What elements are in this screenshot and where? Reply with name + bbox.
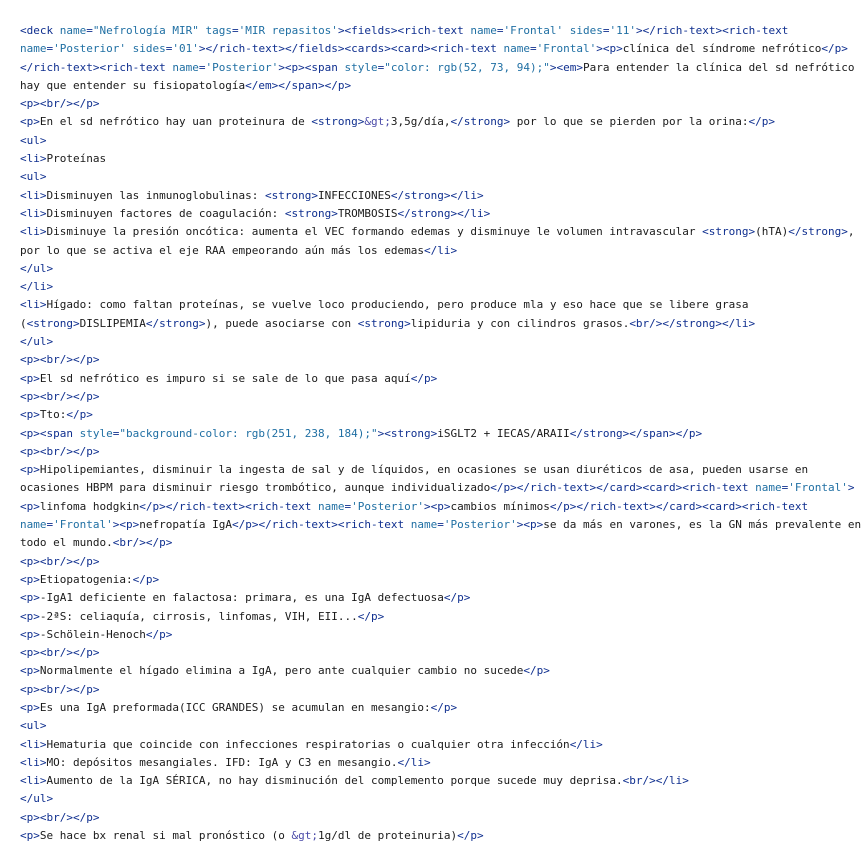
string-token: "background-color: rgb(251, 238, 184);" <box>119 426 378 440</box>
attribute-token: style <box>79 426 113 440</box>
markup-token: ><fields><rich-text <box>337 24 471 37</box>
attribute-token: name <box>172 60 199 74</box>
markup-token: <p> <box>20 700 40 714</box>
text-token: MO: depósitos mesangiales. IFD: IgA y C3 en mesangio. <box>46 755 398 769</box>
markup-token: = <box>231 24 239 37</box>
markup-token: ><em> <box>549 60 583 74</box>
code-line <box>20 315 848 333</box>
markup-token: <p><span <box>20 426 80 440</box>
markup-token: <p><br/></p> <box>20 97 100 111</box>
code-line <box>20 333 848 351</box>
code-line <box>20 278 848 296</box>
code-line <box>20 260 848 278</box>
code-line <box>20 95 848 113</box>
entity-token: &gt; <box>364 115 391 129</box>
markup-token: <li> <box>20 755 47 769</box>
string-token: 'Posterior' <box>443 518 517 532</box>
text-token: Tto: <box>39 408 67 422</box>
text-token: , <box>847 225 855 239</box>
markup-token: </p> <box>410 371 438 385</box>
markup-token: = <box>344 499 352 513</box>
markup-token: = <box>198 60 206 74</box>
string-token: 'Frontal' <box>503 24 564 37</box>
code-line <box>20 150 848 168</box>
code-line <box>20 608 848 626</box>
markup-token: <p> <box>20 572 40 586</box>
markup-token: </p></rich-text></card><card><rich-text <box>549 499 809 513</box>
markup-token: > <box>847 481 855 495</box>
text-token: (hTA) <box>755 225 789 239</box>
markup-token: </p></rich-text><rich-text <box>231 518 411 532</box>
string-token: '01' <box>172 42 199 56</box>
text-token: cambios mínimos <box>450 499 550 513</box>
string-token: 'Posterior' <box>53 42 126 56</box>
code-line <box>20 242 848 260</box>
markup-token: <br/></li> <box>622 774 689 788</box>
markup-token: </p> <box>523 664 550 678</box>
text-token: se da más en varones, es la GN más prevalente en <box>543 518 861 532</box>
string-token: 'MIR repasitos' <box>238 24 338 37</box>
text-token: Hematuria que coincide con infecciones respiratorias o cualquier otra infección <box>46 737 570 751</box>
text-token: El sd nefrótico es impuro si se sale de lo que pasa aquí <box>39 371 411 385</box>
markup-token: = <box>86 24 93 37</box>
markup-token: ><p> <box>424 499 451 513</box>
text-token: iSGLT2 + IECAS/ARAII <box>437 426 570 440</box>
code-line <box>20 589 848 607</box>
string-token: 'Posterior' <box>351 499 425 513</box>
code-line <box>20 736 848 754</box>
markup-token: </p> <box>66 408 93 422</box>
code-line <box>20 534 848 552</box>
attribute-token: name <box>59 24 87 37</box>
markup-token: <strong> <box>26 316 80 330</box>
markup-token: </strong> <box>145 316 206 330</box>
markup-token: </ul> <box>20 261 54 275</box>
markup-token: <p> <box>20 627 40 641</box>
markup-token: </ul> <box>20 335 54 349</box>
string-token: "Nefrología MIR" <box>92 24 199 37</box>
string-token: 'Frontal' <box>788 481 848 495</box>
code-line <box>20 443 848 461</box>
string-token: "color: rgb(52, 73, 94);" <box>384 60 550 74</box>
code-line <box>20 223 855 241</box>
markup-token: <br/></strong></li> <box>629 316 756 330</box>
code-line <box>20 571 848 589</box>
markup-token: </li> <box>569 737 603 751</box>
code-line <box>20 772 848 790</box>
markup-token: ></rich-text></fields><cards><card><rich-text <box>198 42 504 56</box>
code-line <box>20 479 855 497</box>
markup-token: ><p><span <box>278 60 345 74</box>
attribute-token: sides <box>569 24 603 37</box>
text-token: -Schölein-Henoch <box>39 627 146 641</box>
code-line <box>20 626 848 644</box>
code-line <box>20 516 861 534</box>
markup-token: </p> <box>821 42 848 56</box>
text-token: 3,5g/día, <box>390 115 451 129</box>
markup-token: <p> <box>20 664 40 678</box>
markup-token: </li> <box>423 243 458 257</box>
code-line <box>20 644 848 662</box>
attribute-token: name <box>470 24 497 37</box>
string-token: 'Posterior' <box>205 60 279 74</box>
code-line <box>20 388 848 406</box>
markup-token: <li> <box>20 206 47 220</box>
attribute-token: name <box>20 42 47 56</box>
markup-token: <p><br/></p> <box>20 353 100 367</box>
markup-token: <p> <box>20 609 40 623</box>
text-token: hay que entender su fisiopatología <box>20 78 246 92</box>
markup-token: <p> <box>20 591 40 605</box>
text-token: Aumento de la IgA SÉRICA, no hay disminución del complemento porque sucede muy deprisa. <box>46 774 623 788</box>
code-line <box>20 425 848 443</box>
code-line <box>20 77 848 95</box>
markup-token: <ul> <box>20 719 47 733</box>
markup-token: <ul> <box>20 170 47 184</box>
code-line <box>20 827 848 845</box>
markup-token: <p><br/></p> <box>20 444 100 458</box>
markup-token: </strong></span></p> <box>569 426 703 440</box>
markup-token: <p> <box>20 829 40 843</box>
markup-token: <ul> <box>20 133 47 147</box>
markup-token <box>126 42 133 55</box>
text-token: Es una IgA preformada(ICC GRANDES) se acumulan en mesangio: <box>39 700 431 714</box>
markup-token: </p></rich-text><rich-text <box>139 499 319 513</box>
markup-token: <p> <box>20 499 40 513</box>
text-token: ), puede asociarse con <box>205 316 358 330</box>
markup-token: </p> <box>430 700 458 714</box>
text-token: DISLIPEMIA <box>79 316 146 330</box>
code-line <box>20 406 848 424</box>
markup-token: </p> <box>748 115 776 129</box>
code-line <box>20 699 848 717</box>
text-token: ocasiones HBPM para disminuir riesgo trombótico, aunque individualizado <box>20 481 491 495</box>
markup-token: = <box>377 60 385 74</box>
markup-token: ><p> <box>596 42 623 56</box>
markup-token: = <box>530 42 537 56</box>
markup-token: <li> <box>20 152 47 166</box>
text-token: Proteínas <box>46 152 107 166</box>
text-token: En el sd nefrótico hay uan proteinura de <box>39 115 312 129</box>
text-token: lipiduria y con cilindros grasos. <box>410 316 630 330</box>
markup-token: <p> <box>20 408 40 422</box>
markup-token: <li> <box>20 737 47 751</box>
code-line <box>20 187 848 205</box>
markup-token: <p><br/></p> <box>20 682 100 696</box>
text-token: 1g/dl de proteinuria) <box>318 829 458 843</box>
code-line <box>20 168 848 186</box>
text-token: todo el mundo. <box>20 536 113 550</box>
entity-token: &gt; <box>291 829 319 843</box>
markup-token: ></rich-text><rich-text <box>636 24 789 37</box>
code-line <box>20 370 848 388</box>
markup-token: ><strong> <box>377 426 438 440</box>
markup-token: <strong> <box>311 115 365 129</box>
markup-token: </p> <box>457 829 484 843</box>
markup-token: ><p> <box>112 518 140 532</box>
text-token: nefropatía IgA <box>139 518 232 532</box>
text-token: por lo que se pierden por la orina: <box>510 115 749 129</box>
markup-token: <p> <box>20 463 40 477</box>
markup-token: </p></rich-text></card><card><rich-text <box>490 481 756 495</box>
markup-token: = <box>46 42 54 56</box>
text-token: clínica del síndrome nefrótico <box>622 42 822 56</box>
markup-token: = <box>46 518 54 532</box>
text-token: Disminuyen factores de coagulación: <box>46 206 285 220</box>
attribute-token: name <box>503 42 530 56</box>
code-line <box>20 461 848 479</box>
markup-token: = <box>437 518 444 532</box>
code-line <box>20 809 848 827</box>
markup-token <box>563 24 570 37</box>
code-line <box>20 113 848 131</box>
markup-token: = <box>165 42 173 56</box>
markup-token: </p> <box>357 609 385 623</box>
text-token: TROMBOSIS <box>337 206 398 220</box>
markup-token: <li> <box>20 225 47 239</box>
attribute-token: sides <box>132 42 166 56</box>
text-token: ( <box>20 316 27 330</box>
markup-token: <strong> <box>284 206 338 220</box>
code-line <box>20 351 848 369</box>
markup-token: <p><br/></p> <box>20 646 100 660</box>
code-view <box>20 22 861 845</box>
attribute-token: name <box>410 518 438 532</box>
code-line <box>20 662 848 680</box>
markup-token: <li> <box>20 188 47 202</box>
code-line <box>20 754 848 772</box>
text-token: Para entender la clínica del sd nefrótico <box>583 60 855 74</box>
attribute-token: tags <box>205 24 232 37</box>
markup-token: </p> <box>132 572 160 586</box>
code-line <box>20 681 848 699</box>
text-token: Hígado: como faltan proteínas, se vuelve loco produciendo, pero produce mla y eso hace que se libere grasa <box>46 298 749 312</box>
markup-token: </strong></li> <box>390 188 484 202</box>
markup-token: </p> <box>145 627 173 641</box>
code-line <box>20 790 848 808</box>
markup-token: </li> <box>20 280 54 294</box>
code-line <box>20 205 848 223</box>
attribute-token: style <box>344 60 378 74</box>
markup-token: </rich-text><rich-text <box>20 60 173 74</box>
markup-token: ><p> <box>516 518 544 532</box>
attribute-token: name <box>755 481 782 495</box>
markup-token: </strong></li> <box>397 206 491 220</box>
code-line <box>20 59 855 77</box>
attribute-token: name <box>318 499 345 513</box>
markup-token: <p> <box>20 371 40 385</box>
markup-token: <li> <box>20 774 47 788</box>
markup-token: <strong> <box>357 316 411 330</box>
code-line <box>20 132 848 150</box>
markup-token: = <box>781 481 789 495</box>
markup-token: <p><br/></p> <box>20 554 100 568</box>
markup-token: <br/></p> <box>112 536 173 550</box>
string-token: '11' <box>609 24 636 37</box>
markup-token: </strong> <box>450 115 511 129</box>
markup-token: <li> <box>20 298 47 312</box>
text-token: Se hace bx renal si mal pronóstico (o <box>39 829 292 843</box>
markup-token: = <box>496 24 504 37</box>
text-token: Disminuyen las inmunoglobulinas: <box>46 188 266 202</box>
markup-token: <deck <box>20 24 60 37</box>
markup-token: <strong> <box>702 225 756 239</box>
markup-token: </ul> <box>20 792 54 806</box>
text-token: Etiopatogenia: <box>39 572 133 586</box>
text-token: -IgA1 deficiente en falactosa: primara, es una IgA defectuosa <box>39 591 444 605</box>
code-line <box>20 22 848 40</box>
markup-token: </p> <box>443 591 471 605</box>
markup-token: <p><br/></p> <box>20 810 100 824</box>
code-line <box>20 296 848 314</box>
markup-token: </strong> <box>788 225 848 239</box>
markup-token: </em></span></p> <box>245 78 352 92</box>
text-token: por lo que se activa el eje RAA empeorando aún más los edemas <box>20 243 424 257</box>
markup-token: = <box>602 24 610 37</box>
markup-token: <p> <box>20 115 40 129</box>
code-line <box>20 553 848 571</box>
markup-token: <strong> <box>265 188 319 202</box>
code-line <box>20 717 848 735</box>
markup-token: </li> <box>397 755 431 769</box>
string-token: 'Frontal' <box>536 42 597 56</box>
text-token: Normalmente el hígado elimina a IgA, pero ante cualquier cambio no sucede <box>39 664 524 678</box>
string-token: 'Frontal' <box>53 518 113 532</box>
text-token: Hipolipemiantes, disminuir la ingesta de sal y de líquidos, en ocasiones se usan diuréticos de asa, pueden usarse en <box>39 463 809 477</box>
markup-token: <p><br/></p> <box>20 389 100 403</box>
code-line <box>20 40 848 58</box>
code-line <box>20 498 848 516</box>
text-token: Disminuye la presión oncótica: aumenta el VEC formando edemas y disminuye le volumen intravascular <box>46 225 703 239</box>
text-token: linfoma hodgkin <box>39 499 140 513</box>
text-token: INFECCIONES <box>318 188 391 202</box>
text-token: -2ªS: celiaquía, cirrosis, linfomas, VIH, EII... <box>39 609 358 623</box>
attribute-token: name <box>20 518 47 532</box>
markup-token: = <box>112 426 120 440</box>
